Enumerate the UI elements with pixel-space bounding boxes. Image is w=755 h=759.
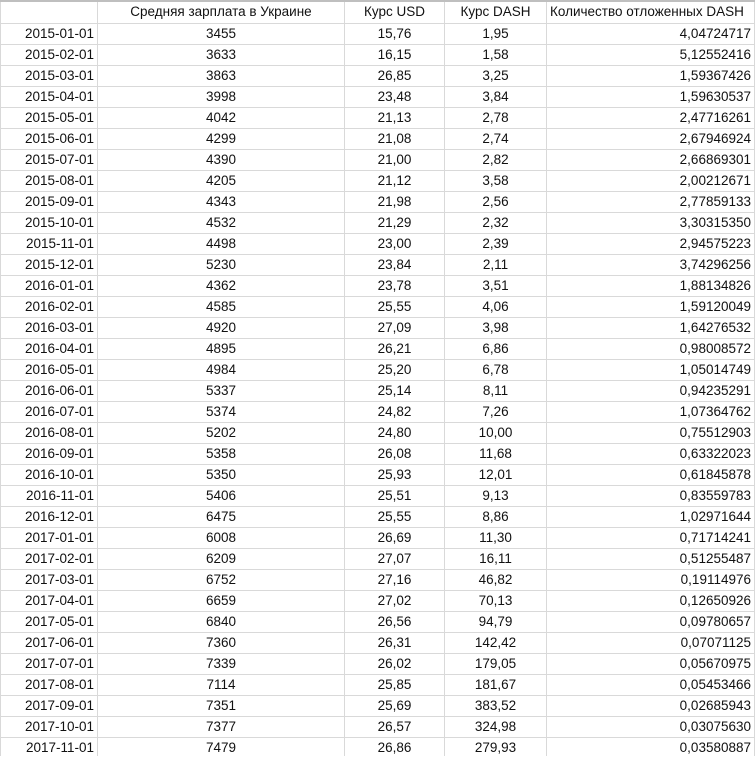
dash-rate-cell[interactable]: 3,51 [445, 275, 547, 296]
dash-rate-cell[interactable]: 9,13 [445, 485, 547, 506]
table-row [1, 338, 755, 359]
salary-cell[interactable]: 7339 [98, 653, 345, 674]
dash-rate-cell[interactable]: 3,98 [445, 317, 547, 338]
salary-cell[interactable]: 4299 [98, 128, 345, 149]
date-cell[interactable]: 2017-05-01 [1, 611, 98, 632]
header-cell-date[interactable] [1, 1, 98, 23]
date-cell[interactable]: 2017-02-01 [1, 548, 98, 569]
table-row [1, 191, 755, 212]
header-cell-usd-rate[interactable]: Курс USD [345, 1, 445, 23]
dash-amount-cell[interactable]: 0,05670975 [547, 653, 755, 674]
dash-amount-cell[interactable]: 0,94235291 [547, 380, 755, 401]
dash-amount-cell[interactable]: 0,75512903 [547, 422, 755, 443]
date-cell[interactable]: 2015-07-01 [1, 149, 98, 170]
dash-rate-cell[interactable]: 12,01 [445, 464, 547, 485]
usd-rate-cell[interactable]: 23,00 [345, 233, 445, 254]
dash-amount-cell[interactable]: 1,02971644 [547, 506, 755, 527]
salary-cell[interactable]: 3633 [98, 44, 345, 65]
salary-cell[interactable]: 4585 [98, 296, 345, 317]
table-row [1, 464, 755, 485]
usd-rate-cell[interactable]: 27,16 [345, 569, 445, 590]
date-cell[interactable]: 2016-05-01 [1, 359, 98, 380]
dash-amount-cell[interactable]: 5,12552416 [547, 44, 755, 65]
dash-rate-cell[interactable]: 10,00 [445, 422, 547, 443]
salary-cell[interactable]: 5406 [98, 485, 345, 506]
table-row [1, 65, 755, 86]
dash-amount-cell[interactable]: 1,59120049 [547, 296, 755, 317]
salary-cell[interactable]: 7351 [98, 695, 345, 716]
usd-rate-cell[interactable]: 26,21 [345, 338, 445, 359]
usd-rate-cell[interactable]: 25,69 [345, 695, 445, 716]
table-row [1, 212, 755, 233]
date-cell[interactable]: 2017-01-01 [1, 527, 98, 548]
dash-rate-cell[interactable]: 383,52 [445, 695, 547, 716]
dash-rate-cell[interactable]: 181,67 [445, 674, 547, 695]
dash-rate-cell[interactable]: 324,98 [445, 716, 547, 737]
dash-rate-cell[interactable]: 8,11 [445, 380, 547, 401]
dash-amount-cell[interactable]: 2,47716261 [547, 107, 755, 128]
salary-cell[interactable]: 3863 [98, 65, 345, 86]
dash-rate-cell[interactable]: 70,13 [445, 590, 547, 611]
table-body [1, 23, 755, 758]
date-cell[interactable]: 2017-11-01 [1, 737, 98, 758]
date-cell[interactable]: 2016-03-01 [1, 317, 98, 338]
date-cell[interactable]: 2015-08-01 [1, 170, 98, 191]
usd-rate-cell[interactable]: 25,85 [345, 674, 445, 695]
dash-rate-cell[interactable]: 2,39 [445, 233, 547, 254]
dash-amount-cell[interactable]: 3,74296256 [547, 254, 755, 275]
usd-rate-cell[interactable]: 25,51 [345, 485, 445, 506]
table-row [1, 569, 755, 590]
table-row [1, 590, 755, 611]
salary-cell[interactable]: 4362 [98, 275, 345, 296]
usd-rate-cell[interactable]: 26,31 [345, 632, 445, 653]
usd-rate-cell[interactable]: 26,56 [345, 611, 445, 632]
date-cell[interactable]: 2015-11-01 [1, 233, 98, 254]
salary-cell[interactable]: 4920 [98, 317, 345, 338]
table-row [1, 632, 755, 653]
table-row [1, 86, 755, 107]
usd-rate-cell[interactable]: 25,93 [345, 464, 445, 485]
date-cell[interactable]: 2016-09-01 [1, 443, 98, 464]
date-cell[interactable]: 2017-09-01 [1, 695, 98, 716]
salary-cell[interactable]: 7377 [98, 716, 345, 737]
dash-amount-cell[interactable]: 0,03075630 [547, 716, 755, 737]
header-cell-salary[interactable]: Средняя зарплата в Украине [98, 1, 345, 23]
date-cell[interactable]: 2017-10-01 [1, 716, 98, 737]
usd-rate-cell[interactable]: 21,00 [345, 149, 445, 170]
dash-amount-cell[interactable]: 2,67946924 [547, 128, 755, 149]
dash-amount-cell[interactable]: 2,94575223 [547, 233, 755, 254]
table-row [1, 233, 755, 254]
salary-cell[interactable]: 4498 [98, 233, 345, 254]
table-row [1, 548, 755, 569]
dash-amount-cell[interactable]: 1,59630537 [547, 86, 755, 107]
date-cell[interactable]: 2017-03-01 [1, 569, 98, 590]
dash-amount-cell[interactable]: 0,09780657 [547, 611, 755, 632]
dash-rate-cell[interactable]: 8,86 [445, 506, 547, 527]
table-row [1, 695, 755, 716]
salary-cell[interactable]: 4343 [98, 191, 345, 212]
usd-rate-cell[interactable]: 25,20 [345, 359, 445, 380]
date-cell[interactable]: 2016-04-01 [1, 338, 98, 359]
dash-amount-cell[interactable]: 0,61845878 [547, 464, 755, 485]
table-row [1, 506, 755, 527]
dash-amount-cell[interactable]: 1,05014749 [547, 359, 755, 380]
usd-rate-cell[interactable]: 21,29 [345, 212, 445, 233]
usd-rate-cell[interactable]: 26,02 [345, 653, 445, 674]
dash-rate-cell[interactable]: 7,26 [445, 401, 547, 422]
table-row [1, 674, 755, 695]
dash-rate-cell[interactable]: 1,58 [445, 44, 547, 65]
date-cell[interactable]: 2016-10-01 [1, 464, 98, 485]
dash-amount-cell[interactable]: 1,59367426 [547, 65, 755, 86]
usd-rate-cell[interactable]: 23,78 [345, 275, 445, 296]
date-cell[interactable]: 2017-04-01 [1, 590, 98, 611]
salary-cell[interactable]: 4984 [98, 359, 345, 380]
dash-rate-cell[interactable]: 94,79 [445, 611, 547, 632]
usd-rate-cell[interactable]: 26,08 [345, 443, 445, 464]
table-row [1, 716, 755, 737]
usd-rate-cell[interactable]: 16,15 [345, 44, 445, 65]
header-row [1, 1, 755, 23]
dash-rate-cell[interactable]: 4,06 [445, 296, 547, 317]
date-cell[interactable]: 2016-06-01 [1, 380, 98, 401]
header-cell-dash-amount[interactable]: Количество отложенных DASH [547, 1, 755, 23]
date-cell[interactable]: 2015-10-01 [1, 212, 98, 233]
dash-amount-cell[interactable]: 2,66869301 [547, 149, 755, 170]
salary-cell[interactable]: 6209 [98, 548, 345, 569]
table-row [1, 527, 755, 548]
dash-rate-cell[interactable]: 3,58 [445, 170, 547, 191]
date-cell[interactable]: 2015-12-01 [1, 254, 98, 275]
date-cell[interactable]: 2017-06-01 [1, 632, 98, 653]
dash-amount-cell[interactable]: 0,19114976 [547, 569, 755, 590]
salary-cell[interactable]: 6008 [98, 527, 345, 548]
usd-rate-cell[interactable]: 21,13 [345, 107, 445, 128]
dash-amount-cell[interactable]: 0,63322023 [547, 443, 755, 464]
table-row [1, 422, 755, 443]
usd-rate-cell[interactable]: 26,57 [345, 716, 445, 737]
table-row [1, 317, 755, 338]
usd-rate-cell[interactable]: 21,12 [345, 170, 445, 191]
salary-cell[interactable]: 6475 [98, 506, 345, 527]
usd-rate-cell[interactable]: 23,84 [345, 254, 445, 275]
dash-amount-cell[interactable]: 0,51255487 [547, 548, 755, 569]
usd-rate-cell[interactable]: 24,82 [345, 401, 445, 422]
date-cell[interactable]: 2016-11-01 [1, 485, 98, 506]
dash-rate-cell[interactable]: 2,56 [445, 191, 547, 212]
dash-amount-cell[interactable]: 0,98008572 [547, 338, 755, 359]
dash-amount-cell[interactable]: 0,83559783 [547, 485, 755, 506]
dash-rate-cell[interactable]: 2,11 [445, 254, 547, 275]
dash-amount-cell[interactable]: 0,05453466 [547, 674, 755, 695]
dash-amount-cell[interactable]: 0,12650926 [547, 590, 755, 611]
dash-amount-cell[interactable]: 0,03580887 [547, 737, 755, 758]
dash-amount-cell[interactable]: 1,07364762 [547, 401, 755, 422]
date-cell[interactable]: 2016-01-01 [1, 275, 98, 296]
salary-cell[interactable]: 5374 [98, 401, 345, 422]
date-cell[interactable]: 2015-01-01 [1, 23, 98, 44]
dash-rate-cell[interactable]: 1,95 [445, 23, 547, 44]
usd-rate-cell[interactable]: 26,85 [345, 65, 445, 86]
date-cell[interactable]: 2015-04-01 [1, 86, 98, 107]
usd-rate-cell[interactable]: 27,07 [345, 548, 445, 569]
table-row [1, 149, 755, 170]
salary-cell[interactable]: 4205 [98, 170, 345, 191]
dash-rate-cell[interactable]: 2,74 [445, 128, 547, 149]
dash-rate-cell[interactable]: 6,78 [445, 359, 547, 380]
usd-rate-cell[interactable]: 25,14 [345, 380, 445, 401]
table-row [1, 23, 755, 44]
date-cell[interactable]: 2015-05-01 [1, 107, 98, 128]
dash-amount-cell[interactable]: 1,88134826 [547, 275, 755, 296]
date-cell[interactable]: 2016-08-01 [1, 422, 98, 443]
salary-cell[interactable]: 4532 [98, 212, 345, 233]
table-row [1, 170, 755, 191]
usd-rate-cell[interactable]: 27,02 [345, 590, 445, 611]
date-cell[interactable]: 2015-09-01 [1, 191, 98, 212]
table-row [1, 443, 755, 464]
dash-amount-cell[interactable]: 0,02685943 [547, 695, 755, 716]
table-row [1, 128, 755, 149]
salary-cell[interactable]: 4390 [98, 149, 345, 170]
table-row [1, 275, 755, 296]
table-row [1, 653, 755, 674]
date-cell[interactable]: 2016-07-01 [1, 401, 98, 422]
table-row [1, 485, 755, 506]
date-cell[interactable]: 2015-03-01 [1, 65, 98, 86]
table-row [1, 401, 755, 422]
salary-cell[interactable]: 6840 [98, 611, 345, 632]
date-cell[interactable]: 2015-06-01 [1, 128, 98, 149]
header-cell-dash-rate[interactable]: Курс DASH [445, 1, 547, 23]
dash-rate-cell[interactable]: 11,68 [445, 443, 547, 464]
salary-cell[interactable]: 3998 [98, 86, 345, 107]
usd-rate-cell[interactable]: 15,76 [345, 23, 445, 44]
table-row [1, 107, 755, 128]
salary-cell[interactable]: 4042 [98, 107, 345, 128]
date-cell[interactable]: 2015-02-01 [1, 44, 98, 65]
table-row [1, 380, 755, 401]
dash-rate-cell[interactable]: 179,05 [445, 653, 547, 674]
usd-rate-cell[interactable]: 26,86 [345, 737, 445, 758]
table-row [1, 611, 755, 632]
dash-rate-cell[interactable]: 2,82 [445, 149, 547, 170]
dash-rate-cell[interactable]: 2,32 [445, 212, 547, 233]
table-header [1, 1, 755, 23]
dash-rate-cell[interactable]: 279,93 [445, 737, 547, 758]
usd-rate-cell[interactable]: 24,80 [345, 422, 445, 443]
salary-cell[interactable]: 5358 [98, 443, 345, 464]
dash-rate-cell[interactable]: 3,84 [445, 86, 547, 107]
salary-cell[interactable]: 7360 [98, 632, 345, 653]
dash-amount-cell[interactable]: 4,04724717 [547, 23, 755, 44]
salary-cell[interactable]: 5337 [98, 380, 345, 401]
usd-rate-cell[interactable]: 26,69 [345, 527, 445, 548]
table-row [1, 359, 755, 380]
dash-rate-cell[interactable]: 16,11 [445, 548, 547, 569]
dash-rate-cell[interactable]: 46,82 [445, 569, 547, 590]
salary-cell[interactable]: 5230 [98, 254, 345, 275]
usd-rate-cell[interactable]: 25,55 [345, 296, 445, 317]
salary-cell[interactable]: 7479 [98, 737, 345, 758]
date-cell[interactable]: 2016-02-01 [1, 296, 98, 317]
dash-rate-cell[interactable]: 2,78 [445, 107, 547, 128]
salary-cell[interactable]: 5202 [98, 422, 345, 443]
salary-cell[interactable]: 5350 [98, 464, 345, 485]
dash-rate-cell[interactable]: 6,86 [445, 338, 547, 359]
dash-amount-cell[interactable]: 1,64276532 [547, 317, 755, 338]
usd-rate-cell[interactable]: 23,48 [345, 86, 445, 107]
table-row [1, 737, 755, 758]
salary-cell[interactable]: 7114 [98, 674, 345, 695]
dash-amount-cell[interactable]: 0,71714241 [547, 527, 755, 548]
dash-amount-cell[interactable]: 3,30315350 [547, 212, 755, 233]
dash-amount-cell[interactable]: 2,77859133 [547, 191, 755, 212]
salary-cell[interactable]: 6752 [98, 569, 345, 590]
date-cell[interactable]: 2017-07-01 [1, 653, 98, 674]
dash-amount-cell[interactable]: 2,00212671 [547, 170, 755, 191]
dash-rate-cell[interactable]: 142,42 [445, 632, 547, 653]
usd-rate-cell[interactable]: 27,09 [345, 317, 445, 338]
date-cell[interactable]: 2017-08-01 [1, 674, 98, 695]
dash-rate-cell[interactable]: 11,30 [445, 527, 547, 548]
usd-rate-cell[interactable]: 25,55 [345, 506, 445, 527]
table-row [1, 296, 755, 317]
table-row [1, 44, 755, 65]
dash-amount-cell[interactable]: 0,07071125 [547, 632, 755, 653]
dash-rate-cell[interactable]: 3,25 [445, 65, 547, 86]
salary-cell[interactable]: 4895 [98, 338, 345, 359]
salary-cell[interactable]: 6659 [98, 590, 345, 611]
usd-rate-cell[interactable]: 21,98 [345, 191, 445, 212]
date-cell[interactable]: 2016-12-01 [1, 506, 98, 527]
table-row [1, 254, 755, 275]
salary-cell[interactable]: 3455 [98, 23, 345, 44]
usd-rate-cell[interactable]: 21,08 [345, 128, 445, 149]
